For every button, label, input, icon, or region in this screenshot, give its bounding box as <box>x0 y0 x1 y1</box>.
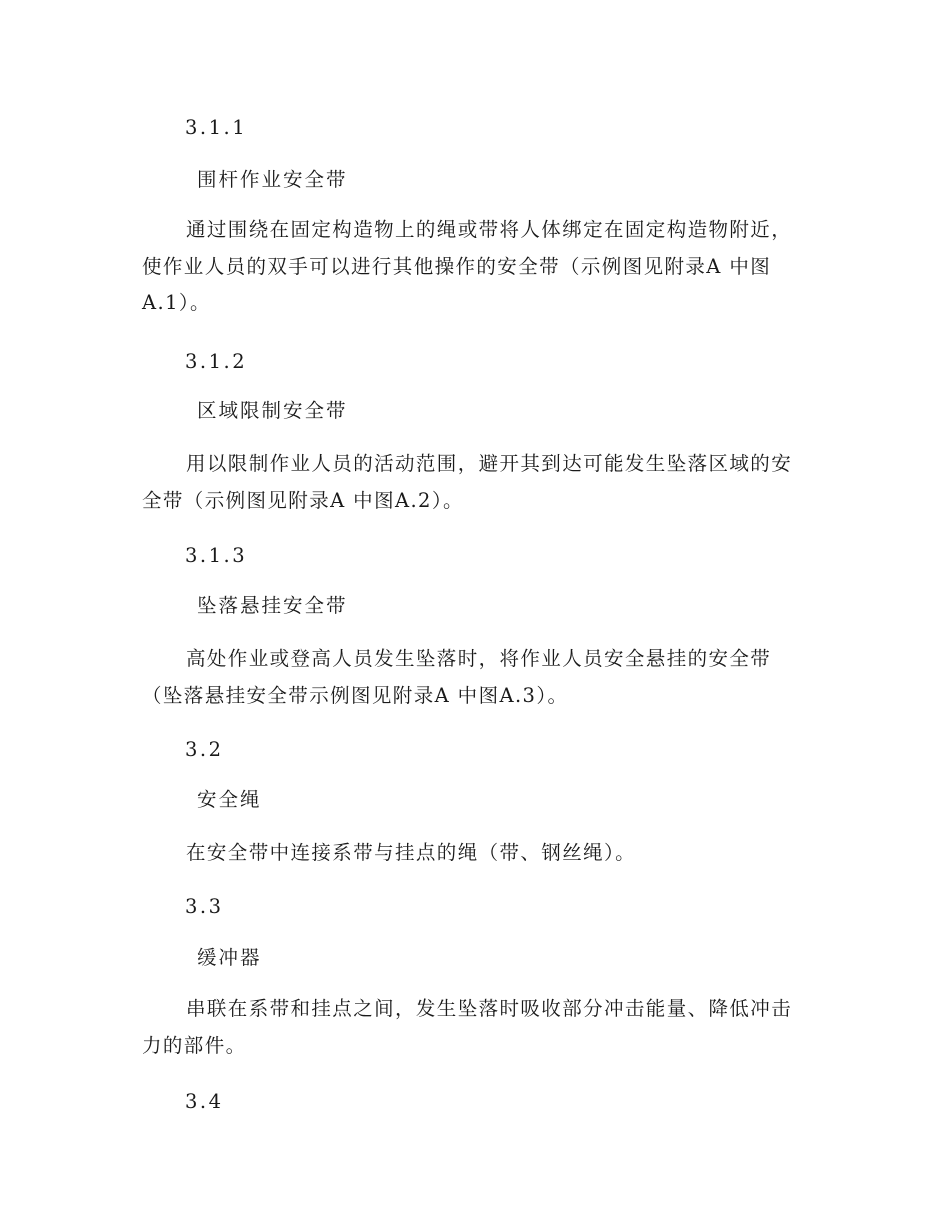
clause-term: 坠落悬挂安全带 <box>197 594 348 617</box>
clause-definition: 在安全带中连接系带与挂点的绳（带、钢丝绳）。 <box>186 841 637 864</box>
clause-definition: 用以限制作业人员的活动范围，避开其到达可能发生坠落区域的安全带（示例图见附录A 中图A.2）。 <box>142 452 793 512</box>
clause-number: 3.1.2 <box>185 350 248 373</box>
clause-definition: 串联在系带和挂点之间，发生坠落时吸收部分冲击能量、降低冲击力的部件。 <box>142 997 793 1057</box>
clause-number: 3.2 <box>185 738 224 761</box>
clause-number: 3.3 <box>185 895 224 918</box>
clause-number: 3.4 <box>185 1090 224 1113</box>
clause-definition: 高处作业或登高人员发生坠落时，将作业人员安全悬挂的安全带（坠落悬挂安全带示例图见附录A 中图A.3）。 <box>142 647 772 707</box>
clause-number: 3.1.3 <box>185 544 248 567</box>
clause-term: 缓冲器 <box>197 946 262 969</box>
clause-term: 区域限制安全带 <box>197 399 348 422</box>
clause-term: 安全绳 <box>197 788 262 811</box>
clause-term: 围杆作业安全带 <box>197 168 348 191</box>
clause-number: 3.1.1 <box>185 116 248 139</box>
clause-definition: 通过围绕在固定构造物上的绳或带将人体绑定在固定构造物附近，使作业人员的双手可以进行其他操作的安全带（示例图见附录A 中图 A.1）。 <box>142 218 793 314</box>
